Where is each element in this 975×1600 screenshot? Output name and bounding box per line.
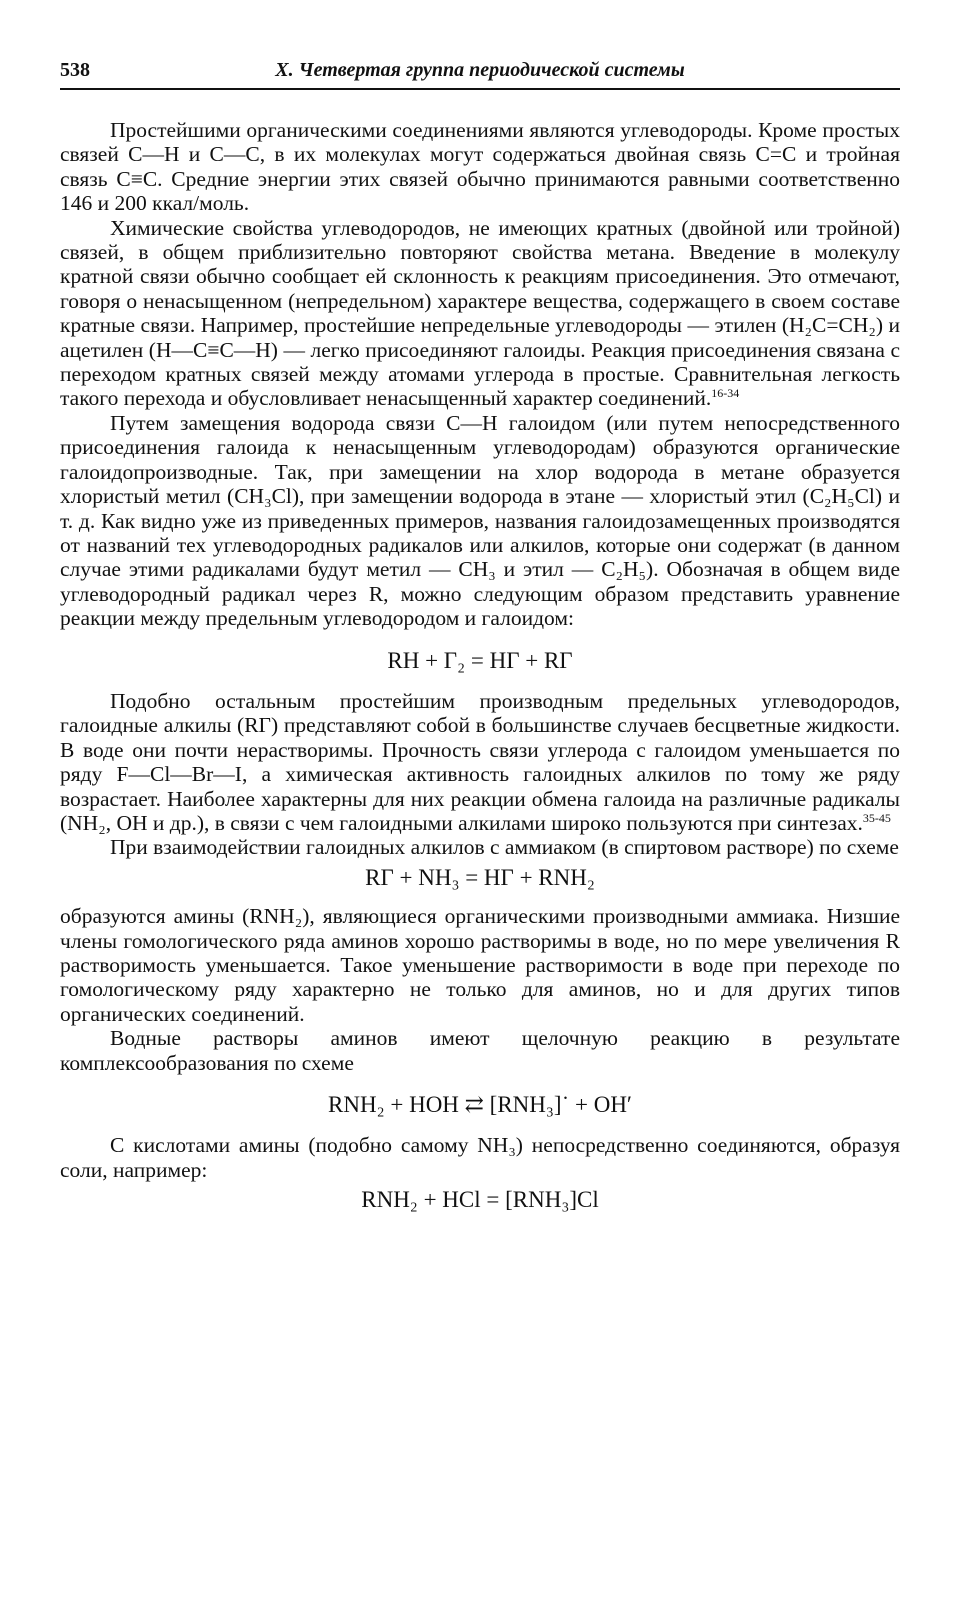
equation-complexation: RNH₂ + HOH ⇄ [RNH₃]˙ + OH′: [328, 1092, 632, 1118]
running-title: X. Четвертая группа периодической системы: [275, 59, 685, 81]
paragraph-aqueous-amines: Водные растворы аминов имеют щелочную реакцию в результате комплексообразования по схеме: [60, 1026, 900, 1075]
equation-salt-formation: RNH₂ + HCl = [RNH₃]Cl: [361, 1187, 599, 1213]
paragraph-unsaturated-text: Химические свойства углеводородов, не имеющих кратных (двойной или тройной) связей, в общем приблизительно повторяют свойства метана. Введение в молекулу кратной связи обычно сообщает ей склонность к реакциям присоединения. Это отмечают, говоря о ненасыщенном (непредельном) характере вещества, содержащего в своем составе кратные связи. Например, простейшие непредельные углеводороды — этилен (H₂C=CH₂) и ацетилен (H—C≡C—H) — легко присоединяют галоиды. Реакция присоединения связана с переходом кратных связей между атомами углерода в простые. Сравнительная легкость такого перехода и обусловливает ненасыщенный характер соединений.: [60, 215, 900, 411]
paragraph-salts: С кислотами амины (подобно самому NH₃) непосредственно соединяются, образуя соли, например:: [60, 1133, 900, 1182]
document-page: [60, 58, 900, 1227]
paragraph-alkyl-halides: [60, 689, 900, 835]
page-header: [60, 58, 900, 90]
paragraph-halogen-derivatives: Путем замещения водорода связи C—H галоидом (или путем непосредственного присоединения галоида к ненасыщенным углеводородам) образуются органические галоидопроизводные. Так, при замещении на хлор водорода в метане образуется хлористый метил (CH₃Cl), при замещении водорода в этане — хлористый этил (C₂H₅Cl) и т. д. Как видно уже из приведенных примеров, названия галоидозамещенных производятся от названий тех углеводородных радикалов или алкилов, которые они содержат (в данном случае этими радикалами будут метил — CH₃ и этил — C₂H₅). Обозначая в общем виде углеводородный радикал через R, можно следующим образом представить уравнение реакции между предельным углеводородом и галоидом:: [60, 410, 900, 631]
equation-amination: RГ + NH₃ = HГ + RNH₂: [365, 864, 595, 890]
paragraph-hydrocarbons: Простейшими органическими соединениями являются углеводороды. Кроме простых связей C—H и C—C, в их молекулах могут содержаться двойная связь C=C и тройная связь C≡C. Средние энергии этих связей обычно принимаются равными соответственно 146 и 200 ккал/моль.: [60, 118, 900, 216]
reference-marker: 16-34: [711, 386, 740, 401]
equation-halogenation: RH + Г₂ = HГ + RГ: [387, 647, 573, 673]
reference-marker: 35-45: [862, 810, 891, 825]
page-number: 538: [60, 59, 90, 81]
paragraph-alkyl-halides-text: Подобно остальным простейшим производным предельных углеводородов, галоидные алкилы (RГ) представляют собой в большинстве случаев бесцветные жидкости. В воде они почти нерастворимы. Прочность связи углерода с галоидом уменьшается по ряду F—Cl—Br—I, а химическая активность галоидных алкилов по тому же ряду возрастает. Наиболее характерны для них реакции обмена галоида на различные радикалы (NH₂, OH и др.), в связи с чем галоидными алкилами широко пользуются при синтезах.: [60, 688, 900, 835]
paragraph-ammonia-reaction: При взаимодействии галоидных алкилов с аммиаком (в спиртовом растворе) по схеме: [110, 835, 899, 860]
paragraph-amines: образуются амины (RNH₂), являющиеся органическими производными аммиака. Низшие члены гомологического ряда аминов хорошо растворимы в воде, но по мере увеличения R растворимость уменьшается. Такое уменьшение растворимости в воде при переходе по гомологическому ряду характерно не только для аминов, но и для других типов органических соединений.: [60, 904, 900, 1026]
paragraph-unsaturated: [60, 216, 900, 411]
